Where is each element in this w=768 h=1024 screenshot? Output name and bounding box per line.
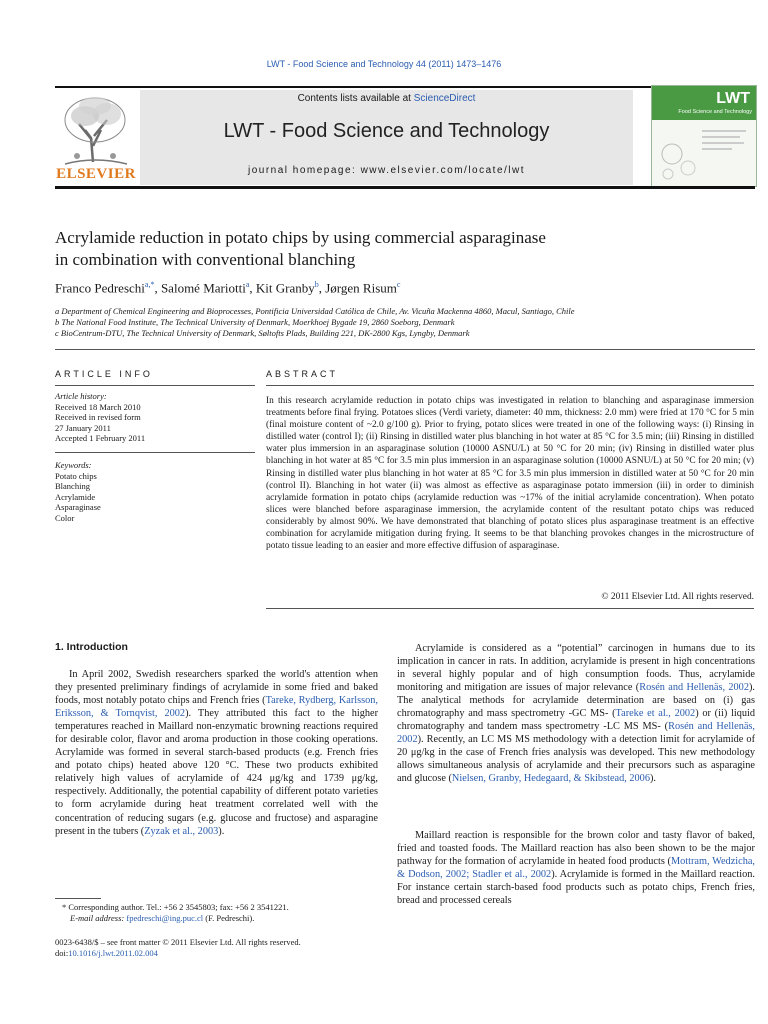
affiliation: b The National Food Institute, The Technical University of Denmark, Moerkhoej Bygade 19, 2860 Soeborg, Denmark: [55, 317, 455, 327]
email-label: E-mail address:: [70, 913, 127, 923]
abstract-bottom-rule: [266, 608, 754, 609]
footnote-issn: [55, 937, 385, 959]
paragraph-text: Acrylamide is considered as a “potential” carcinogen in humans due to its implication in cancer in rats. In addition, acrylamide is present in high concentrations in several highly popular and of high consumption foods. Thus, acrylamide monitoring and mitigation are issues of major relevance (: [397, 643, 755, 694]
journal-homepage[interactable]: journal homepage: www.elsevier.com/locate/lwt: [247, 165, 526, 176]
footnote-rule: [55, 898, 101, 899]
keyword: Potato chips: [55, 470, 97, 481]
doi-line: [55, 948, 385, 959]
doi-label: doi:: [55, 948, 69, 958]
author-affil-mark[interactable]: b: [314, 280, 319, 289]
journal-title: LWT - Food Science and Technology: [223, 120, 550, 142]
history-item: Received in revised form: [55, 412, 141, 422]
reference-link[interactable]: Mottram, Wedzicha, & Dodson, 2002; Stadler et al., 2002: [397, 856, 755, 881]
author-name[interactable]: Salomé Mariotti: [160, 280, 246, 296]
section-heading-introduction: 1. Introduction: [55, 641, 128, 653]
reference-link[interactable]: Rosén and Hellenäs, 2002: [639, 682, 749, 694]
keywords-rule: [55, 452, 255, 453]
keyword: Color: [55, 512, 75, 523]
author-affil-mark[interactable]: a,*: [144, 280, 155, 289]
author-name[interactable]: Kit Granby: [255, 280, 315, 296]
paragraph-text: ). They attributed this fact to the higher temperatures reached in Maillard non-enzymatic browning reactions required for desirable color, flavor and aroma production in those cooking operations. Acrylamide was formed in several starch-based products (e.g. French fries and potato chips) heated above 120 °C. These two products exhibited relatively high values of acrylamide of 424 μg/kg and 1739 μg/kg, respectively. Additionally, the potential capability of different potato varieties to form acrylamide during heat treatment correlated well with the concentration of reducing sugars (e.g. glucose and fructose) and asparagine present in the tubers (: [55, 708, 378, 837]
keyword: Asparaginase: [55, 502, 101, 512]
author-name[interactable]: Franco Pedreschi: [55, 280, 145, 296]
paragraph-text: ) or (ii) liquid chromatography and tandem mass spectrometry -LC MS MS- (: [397, 708, 756, 733]
doi-link[interactable]: 10.1016/j.lwt.2011.02.004: [68, 948, 158, 958]
author-name[interactable]: Jørgen Risum: [325, 280, 397, 296]
article-info-heading: ARTICLE INFO: [55, 369, 153, 379]
history-item: Accepted 1 February 2011: [55, 433, 146, 443]
author-affil-mark[interactable]: a: [245, 280, 250, 289]
publisher-wordmark: ELSEVIER: [56, 166, 136, 182]
affiliation: c BioCentrum-DTU, The Technical University of Denmark, Søltofts Plads, Building 221, DK-2800 Kgs, Lyngby, Denmark: [55, 328, 470, 338]
footnote-corresponding: [62, 902, 382, 924]
header-top-rule: [55, 86, 755, 88]
intro-paragraph: [397, 829, 755, 907]
author-affil-mark[interactable]: c: [396, 280, 401, 289]
journal-citation[interactable]: LWT - Food Science and Technology 44 (2011) 1473–1476: [266, 59, 502, 69]
paragraph-text: ).: [218, 825, 225, 837]
sciencedirect-link[interactable]: ScienceDirect: [413, 93, 476, 104]
history-item: 27 January 2011: [55, 422, 111, 433]
reference-link[interactable]: Nielsen, Granby, Hedegaard, & Skibstead, 2006: [451, 773, 650, 785]
section-divider: [55, 349, 755, 350]
history-label: Article history:: [55, 391, 107, 401]
cover-subtitle: Food Science and Technology: [678, 109, 752, 115]
cover-title: LWT: [716, 90, 750, 107]
author-list: Franco Pedreschi$^{a,*}$, Salomé Mariotti$^a$, Kit Granby$^b$, Jørgen Risum$^c$: [55, 280, 401, 296]
reference-link[interactable]: Tareke et al., 2002: [615, 708, 696, 720]
abstract-text: In this research acrylamide reduction in potato chips was investigated in relation to blanching and asparaginase immersion treatments before final frying. Potatoes slices (Verdi variety, diameter: 40 mm, thickness: 2.0 mm) were fried at 170 °C for 5 min (final moisture content of ~2.0 g/100 g). Prior to frying, potato slices were treated in one of the following ways: (i) Rinsing in distilled water (control I); (ii) Rinsing in distilled water plus blanching in hot water at 85 °C for 3.5 min; (iii) Rinsing in distilled water plus immersion in an asparaginase solution (10000 ASNU/L) at 50 °C for 20 min; (iv) Rinsing in distilled water plus blanching in hot water at 85 °C for 3.5 min plus immersion in an asparaginase solution (10000 ASNU/L) at 50 °C for 20 min; (v) Rinsing in distilled water plus blanching in hot water at 85 °C for 3.5 min plus immersion in distilled water at 50 °C for 20 min (control II). Blanching in hot water (ii) was almost as effective as asparaginase potato immersion (iii) in order to diminish acrylamide formation in potato chips (acrylamide reduction was ~17% of the initial acrylamide concentration). When potato slices were blanched before asparaginase immersion, the acrylamide content of the resultant potato chips was reduced considerably by almost 90%. We have demonstrated that blanching of potato slices plus asparaginase treatment is an effective combination for acrylamide mitigation during frying. It seems to be that blanching provokes changes in the microstructure of potato tissue leading to an easier and more effective diffusion of asparaginase.: [266, 396, 754, 552]
header-bottom-rule: [55, 186, 755, 189]
cover-illustration-icon: [656, 124, 752, 182]
paragraph-text: ). Acrylamide is formed in the Maillard reaction. For instance certain starch-based food products such as potato chips, French fries, bread and processed cereals: [397, 869, 755, 907]
paragraph-text: ). Recently, an LC MS MS methodology with a detection limit for acrylamide of 20 μg/kg in the case of French fries analysis was developed. This new methodology allows simultaneous analysis of acrylamide and their precursors such as asparagine and glucose (: [397, 734, 755, 785]
abstract-copyright: © 2011 Elsevier Ltd. All rights reserved.: [601, 592, 754, 602]
affiliation: a Department of Chemical Engineering and Bioprocesses, Pontificia Universidad Católica de Chile, Av. Vicuña Mackenna 4860, Macul, Santiago, Chile: [55, 306, 575, 316]
paragraph-text: In April 2002, Swedish researchers sparked the world's attention when they presented preliminary findings of acrylamide in some fried and baked foods, most notably potato chips and French fries (: [55, 669, 378, 707]
issn-line: 0023-6438/$ – see front matter © 2011 Elsevier Ltd. All rights reserved.: [55, 937, 301, 947]
keyword: Blanching: [55, 481, 90, 491]
corresponding-author: * Corresponding author. Tel.: +56 2 3545803; fax: +56 2 3541221.: [62, 902, 289, 912]
email-link[interactable]: fpedreschi@ing.puc.cl: [126, 913, 204, 923]
paragraph-text: ).: [649, 773, 656, 785]
elsevier-logo[interactable]: [55, 90, 137, 184]
article-history: [55, 391, 255, 444]
paragraph-text: Maillard reaction is responsible for the brown color and tasty flavor of baked, fried and toasted foods. The Maillard reaction has also been shown to be the major pathway for the formation of acrylamide in heated food products (: [397, 830, 755, 868]
article-title: [55, 227, 735, 271]
article-title-line2: in combination with conventional blanching: [55, 250, 356, 269]
keywords: [55, 460, 255, 523]
history-item: Received 18 March 2010: [55, 401, 141, 412]
intro-paragraph: [55, 668, 378, 838]
reference-link[interactable]: Zyzak et al., 2003: [144, 825, 219, 837]
email-line: [62, 913, 382, 924]
journal-cover-image[interactable]: [651, 85, 757, 187]
reference-link[interactable]: Tareke, Rydberg, Karlsson, Eriksson, & Tornqvist, 2002: [55, 695, 378, 720]
abstract-rule: [266, 385, 754, 386]
abstract-heading: ABSTRACT: [266, 369, 339, 379]
article-info-rule: [55, 385, 255, 386]
paragraph-text: ). The analytical methods for acrylamide determination are based on (i) gas chromatography and mass spectrometry -GC MS- (: [397, 682, 755, 720]
keywords-label: Keywords:: [55, 460, 92, 470]
intro-paragraph: [397, 642, 755, 786]
keyword: Acrylamide: [55, 491, 96, 502]
reference-link[interactable]: Rosén and Hellenäs, 2002: [397, 721, 755, 746]
email-suffix: (F. Pedreschi).: [203, 913, 255, 923]
contents-prefix: Contents lists available at: [297, 93, 414, 104]
article-title-line1: Acrylamide reduction in potato chips by using commercial asparaginase: [55, 228, 546, 247]
contents-line: [140, 93, 633, 104]
